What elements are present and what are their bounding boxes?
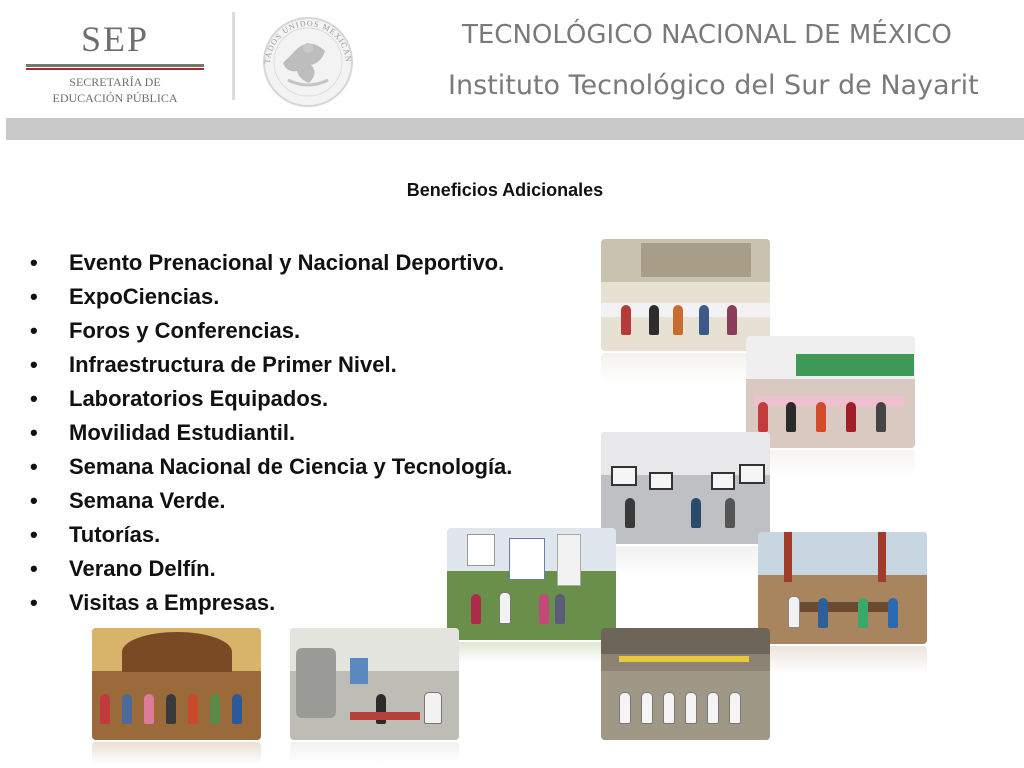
national-seal-icon: [248, 8, 368, 108]
industrial-visit-photo: [601, 628, 770, 740]
science-fair-photo: [746, 336, 915, 448]
header-divider: [232, 12, 235, 100]
list-item: • Foros y Conferencias.: [30, 316, 512, 350]
winery-group-photo: [92, 628, 261, 740]
section-title: Beneficios Adicionales: [406, 180, 604, 200]
chess-event-photo: [601, 239, 770, 351]
institution-subtitle: Instituto Tecnológico del Sur de Nayarit: [448, 70, 979, 101]
slide-header: [0, 0, 1024, 118]
list-item: • Visitas a Empresas.: [30, 588, 512, 622]
list-item: • Evento Prenacional y Nacional Deportivo.: [30, 248, 512, 282]
computer-lab-photo: [601, 432, 770, 544]
list-item: • Semana Verde.: [30, 486, 512, 520]
outdoor-tutoring-photo-reflection: [758, 646, 927, 674]
chess-event-photo-reflection: [601, 353, 770, 383]
sep-logo-stripe: [26, 64, 204, 67]
list-item: • ExpoCiencias.: [30, 282, 512, 316]
list-item: • Movilidad Estudiantil.: [30, 418, 512, 452]
laboratory-photo-reflection: [290, 742, 459, 764]
list-item: • Semana Nacional de Ciencia y Tecnología.: [30, 452, 512, 486]
list-item: • Laboratorios Equipados.: [30, 384, 512, 418]
list-item: • Verano Delfín.: [30, 554, 512, 588]
campus-event-photo-reflection: [447, 642, 616, 662]
sep-logo-stripe-red: [26, 68, 204, 70]
campus-event-photo: [447, 528, 616, 640]
sep-subtitle-line1: SECRETARÍA DE: [69, 75, 161, 89]
laboratory-photo: [290, 628, 459, 740]
institution-title: TECNOLÓGICO NACIONAL DE MÉXICO: [462, 20, 952, 50]
winery-group-photo-reflection: [92, 742, 261, 764]
sep-logo: [20, 12, 210, 107]
benefits-list: [30, 248, 512, 622]
sep-subtitle-line2: EDUCACIÓN PÚBLICA: [52, 91, 178, 105]
list-item: • Tutorías.: [30, 520, 512, 554]
outdoor-tutoring-photo: [758, 532, 927, 644]
science-fair-photo-reflection: [746, 450, 915, 478]
sep-logo-text: SEP: [80, 19, 150, 59]
list-item: • Infraestructura de Primer Nivel.: [30, 350, 512, 384]
computer-lab-photo-reflection: [601, 546, 770, 576]
seal-text: TADOS UNIDOS MEXICAN: [262, 18, 354, 64]
header-separator-bar: [6, 118, 1024, 140]
